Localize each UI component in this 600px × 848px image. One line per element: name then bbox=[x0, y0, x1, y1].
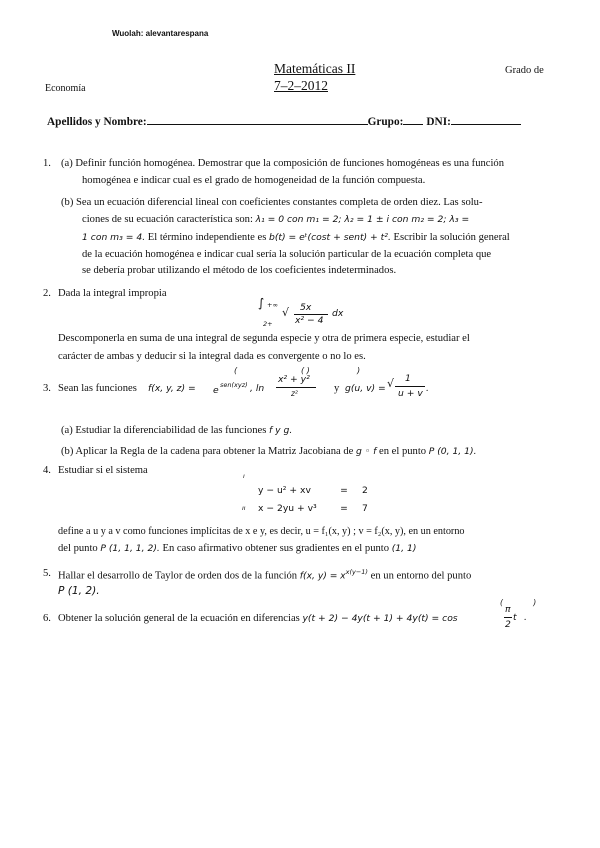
q1-b-multiplicity: 1 con m₃ = 4. bbox=[82, 232, 146, 243]
integral-dx: dx bbox=[332, 308, 344, 319]
q4-eq1-lhs: y − u² + xv bbox=[258, 485, 311, 496]
q3-g-num: 1 bbox=[405, 373, 411, 384]
q4-line2-point: P (1, 1, 1, 2). bbox=[100, 543, 160, 554]
q2-line1: Descomponerla en suma de una integral de segunda especie y otra de primera especie, estudiar el bbox=[58, 333, 470, 344]
q4-number: 4. bbox=[43, 465, 51, 476]
q5-line1 bbox=[58, 568, 471, 582]
q3-paren-open: ( bbox=[234, 366, 238, 375]
q1-a-line2: homogénea e indicar cual es el grado de homogeneidad de la función compuesta. bbox=[82, 175, 426, 186]
q4-line2 bbox=[58, 543, 416, 554]
q4-intro: Estudiar si el sistema bbox=[58, 465, 148, 476]
q4-brace-bottom: ıı bbox=[242, 504, 246, 512]
integral-sign: ∫ bbox=[258, 296, 265, 310]
q1-b-line5: se debería probar utilizando el método de los coeficientes indeterminados. bbox=[82, 265, 397, 276]
exam-date: 7–2–2012 bbox=[274, 78, 328, 93]
q1-b-line4: de la ecuación homogénea e indicar cual sería la solución particular de la ecuación completa que bbox=[82, 249, 492, 260]
q5-line2: P (1, 2). bbox=[58, 585, 100, 597]
q3-g-end: . bbox=[426, 383, 429, 394]
dni-label: DNI: bbox=[426, 116, 451, 128]
q3-number: 3. bbox=[43, 383, 51, 394]
q5-base: x bbox=[340, 570, 346, 582]
q6-two: 2 bbox=[505, 619, 511, 630]
q4-eq1 bbox=[258, 485, 368, 496]
q6-t: t bbox=[513, 612, 517, 623]
q4-line2-c: En caso afirmativo obtener sus gradientes en el punto bbox=[162, 543, 390, 554]
q1-b-line3-text1: El término independiente es bbox=[147, 232, 267, 243]
q3-close-paren: ) bbox=[357, 366, 361, 375]
q3-b-math2: P (0, 1, 1). bbox=[428, 446, 477, 457]
q4-eq2-rhs: 7 bbox=[362, 503, 368, 514]
q3-b-text1: (b) Aplicar la Regla de la cadena para obtener la Matriz Jacobiana de bbox=[61, 446, 354, 457]
group-field[interactable] bbox=[403, 124, 423, 125]
q1-a-line1: (a) Definir función homogénea. Demostrar que la composición de funciones homogéneas es una función bbox=[61, 158, 505, 169]
q6-text: Obtener la solución general de la ecuación en diferencias bbox=[58, 613, 300, 624]
q4-line1: define a u y a v como funciones implícitas de x e y, es decir, u = f₁(x, y) ; v = f₂(x, y), en un entorno bbox=[58, 526, 465, 537]
q3-g-lhs: g(u, v) = bbox=[345, 383, 386, 394]
q1-b-independent-term: b(t) = eᵗ(cost + sent) + t². bbox=[269, 232, 391, 243]
q4-line2-point2: (1, 1) bbox=[391, 543, 417, 554]
q3-frac-num: x² + y² bbox=[278, 374, 310, 385]
q3-a-math: f y g. bbox=[268, 425, 293, 436]
name-label: Apellidos y Nombre: bbox=[47, 116, 147, 128]
q5-line1-a: Hallar el desarrollo de Taylor de orden dos de la función bbox=[58, 570, 298, 582]
q4-eq2 bbox=[258, 503, 368, 514]
q3-a bbox=[61, 425, 292, 436]
q3-b-math1: g ◦ f bbox=[356, 446, 377, 457]
q3-exp-base: e bbox=[213, 385, 219, 396]
q6-paren: ( ) bbox=[500, 598, 551, 607]
q1-number: 1. bbox=[43, 158, 51, 169]
q3-g-root: √ bbox=[387, 377, 395, 390]
grade-label: Grado de bbox=[505, 65, 544, 76]
q1-b-roots: λ₁ = 0 con m₁ = 2; λ₂ = 1 ± i con m₂ = 2; λ₃ = bbox=[255, 214, 470, 225]
dni-field[interactable] bbox=[451, 124, 521, 125]
q5-exponent: x(y−1) bbox=[345, 568, 368, 576]
q3-frac-bar bbox=[276, 387, 316, 388]
q2-intro: Dada la integral impropia bbox=[58, 288, 167, 299]
q6-end: . bbox=[524, 612, 527, 623]
q6-line bbox=[58, 613, 458, 624]
q6-number: 6. bbox=[43, 613, 51, 624]
q3-b-text2: en el punto bbox=[379, 446, 427, 457]
q5-number: 5. bbox=[43, 568, 51, 579]
q4-line2-a: del punto bbox=[58, 543, 98, 554]
q2-line2: carácter de ambas y deducir si la integral dada es convergente o no lo es. bbox=[58, 351, 366, 362]
q2-integral bbox=[258, 298, 368, 330]
q4-eq1-equals: = bbox=[340, 485, 348, 496]
grade-value: Economía bbox=[45, 83, 86, 94]
q3-ln: , ln bbox=[250, 383, 265, 394]
wuolah-watermark: Wuolah: alevantarespana bbox=[112, 29, 209, 38]
integrand-numerator: 5x bbox=[300, 302, 312, 313]
q4-eq2-lhs: x − 2yu + v³ bbox=[258, 503, 317, 514]
q1-b-line3 bbox=[82, 232, 510, 243]
integral-lower-limit: 2+ bbox=[263, 320, 273, 328]
q4-eq2-equals: = bbox=[340, 503, 348, 514]
q2-number: 2. bbox=[43, 288, 51, 299]
q5-line1-d: en un entorno del punto bbox=[370, 570, 472, 582]
q3-g-bar bbox=[395, 386, 425, 387]
q4-eq1-rhs: 2 bbox=[362, 485, 368, 496]
q3-and: y bbox=[334, 383, 340, 394]
subject-title: Matemáticas II bbox=[274, 61, 356, 76]
sqrt-sign: √ bbox=[282, 306, 290, 319]
q1-b-line1: (b) Sea un ecuación diferencial lineal con coeficientes constantes completa de orden diez. Las solu- bbox=[61, 197, 483, 208]
q5-function: f(x, y) = bbox=[299, 570, 338, 582]
q3-a-text: (a) Estudiar la diferenciabilidad de las funciones bbox=[61, 425, 267, 436]
q3-ln-paren: ( ) bbox=[301, 366, 310, 375]
q3-b bbox=[61, 446, 477, 457]
integral-upper-limit: +∞ bbox=[267, 301, 278, 309]
q3-f-lhs: f(x, y, z) = bbox=[148, 383, 196, 394]
q1-b-line3-text2: Escribir la solución general bbox=[393, 232, 510, 243]
q3-intro: Sean las funciones bbox=[58, 383, 137, 394]
q3-exp-power: sen(xyz) bbox=[220, 381, 248, 389]
integrand-denominator: x² − 4 bbox=[295, 315, 324, 326]
q3-g-den: u + v bbox=[398, 388, 423, 399]
q3-frac-den: z² bbox=[291, 389, 298, 398]
group-label: Grupo: bbox=[367, 116, 404, 128]
student-form bbox=[47, 116, 521, 128]
q1-b-line2 bbox=[82, 214, 469, 225]
q6-frac-bar bbox=[504, 617, 512, 618]
name-field[interactable] bbox=[147, 124, 368, 125]
q1-b-line2-text: ciones de su ecuación característica son: bbox=[82, 214, 253, 225]
q6-equation: y(t + 2) − 4y(t + 1) + 4y(t) = cos bbox=[302, 613, 458, 624]
q6-pi: π bbox=[505, 604, 511, 615]
q4-brace-top: ı bbox=[243, 472, 245, 480]
